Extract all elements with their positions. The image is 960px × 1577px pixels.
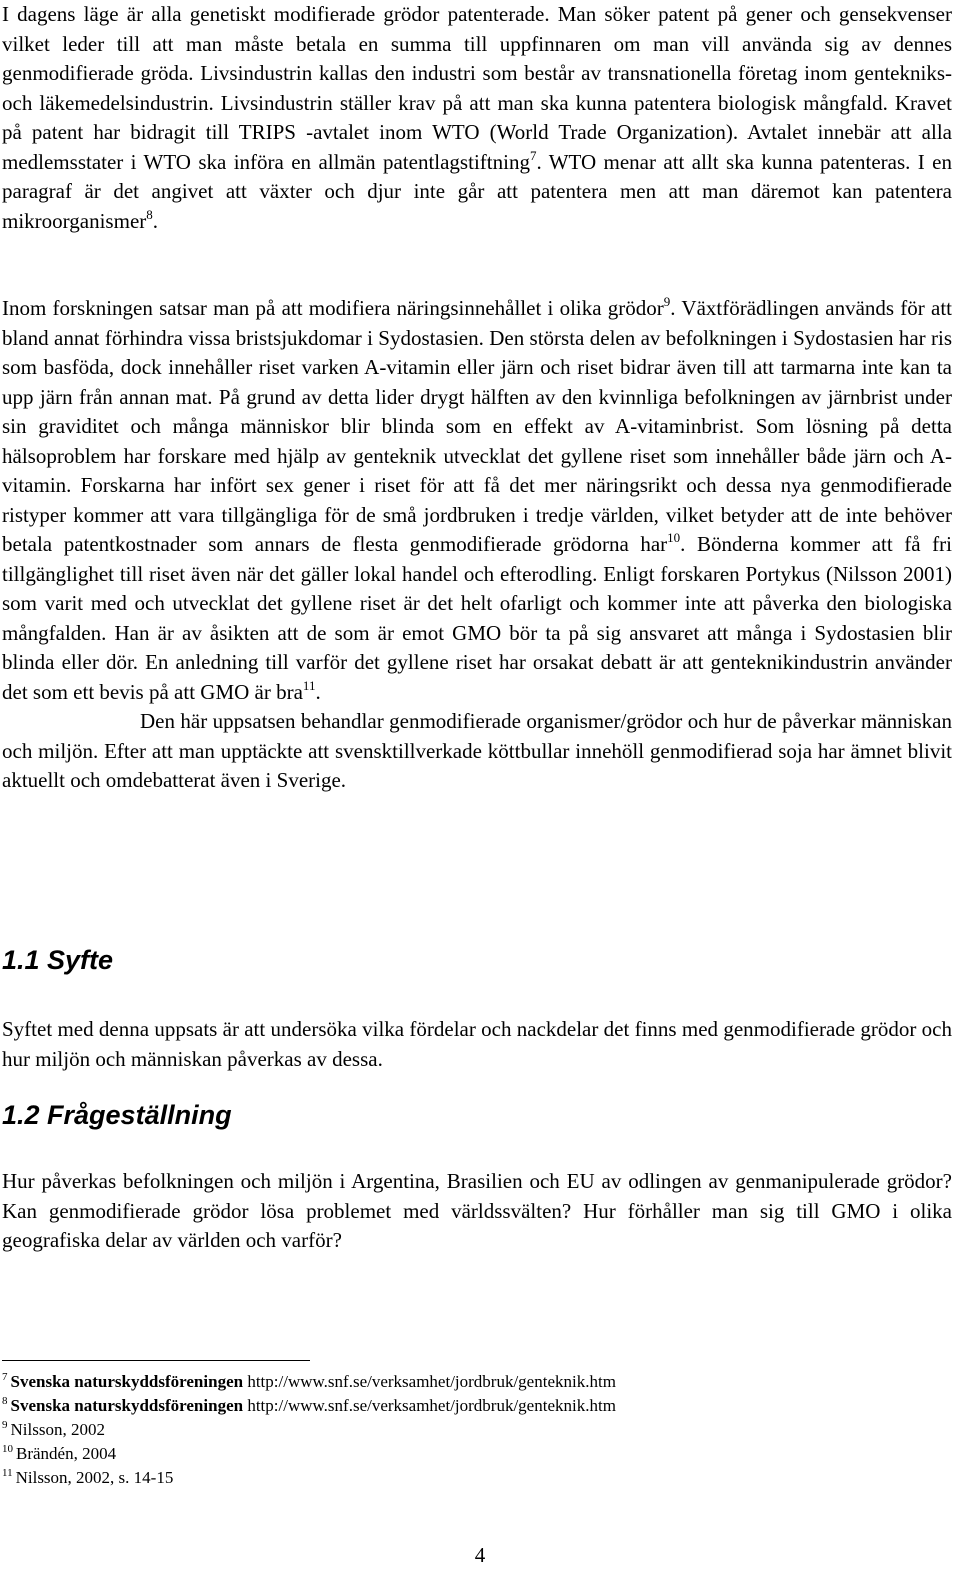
paragraph-syfte: Syftet med denna uppsats är att undersöka vilka fördelar och nackdelar det finns med genmodifierade grödor och hur miljön och människan påverkas av dessa. [2,1017,952,1071]
footnote-ref-11[interactable]: 11 [302,677,316,693]
paragraph-patents: I dagens läge är alla genetiskt modifierade grödor patenterade. Man söker patent på gener och gensekvenser vilket leder till att man måste betala en summa till uppfinnaren om man vill använda sig av dennes genmodifierade gröda. Livsindustrin kallas den industri som består av transnationella företag inom gentekniks- och läkemedelsindustrin. Livsindustrin ställer krav på att man ska kunna patentera biologisk mångfald. Kravet på patent har bidragit till TRIPS -avtalet inom WTO (World Trade Organization). Avtalet innebär att alla medlemsstater i WTO ska införa en allmän patentlagstiftning$^7$. WTO menar att allt ska kunna patenteras. I en paragraf är det angivet att växter och djur inte går att patentera men att man däremot kan patentera mikroorganismer$^8$. [2,2,952,233]
footnote-9: $^9$ Nilsson, 2002 [2,1419,105,1439]
footnote-ref-10[interactable]: 10 [667,530,681,545]
footnote-ref-7[interactable]: 7 [529,147,537,163]
footnote-11: $^{11}$ Nilsson, 2002, s. 14-15 [2,1467,174,1487]
footnotes [2,1370,952,1490]
paragraph-golden-rice: Inom forskningen satsar man på att modifiera näringsinnehållet i olika grödor$^9$. Växtförädlingen används för att bland annat förhindra vissa bristsjukdomar i Sydostasien. Den största delen av befolkningen i Sydostasien har ris som basföda, dock innehåller riset varken A-vitamin eller järn och riset bidrar även till att tarmarna inte kan ta upp järn från annan mat. På grund av detta lider drygt hälften av den kvinnliga befolkningen av järnbrist under sin graviditet och många människor blir blinda som en effekt av A-vitaminbrist. Som lösning på detta hälsoproblem har forskare med hjälp av genteknik utvecklat det gyllene riset som innehåller både järn och A-vitamin. Forskarna har infört sex gener i riset för att få det mer näringsrikt och dessa nya genmodifierade ristyper kommer att vara tillgängliga för de små jordbruken i tredje världen, vilket betyder att de inte behöver betala patentkostnader som annars de flesta genmodifierade grödorna har$^{10}$. Bönderna kommer att få fri tillgänglighet till riset även när det gäller lokal handel och efterodling. Enligt forskaren Portykus (Nilsson 2001) som varit med och utvecklat det gyllene riset är det helt ofarligt och kommer inte att påverka den biologiska mångfalden. Han är av åsikten att de som är emot GMO bör ta på sig ansvaret att många i Sydostasien blir blinda eller dör. En anledning till varför det gyllene riset har orsakat debatt är att genteknikindustrin använder det som ett bevis på att GMO är bra$^{11}$. Den här uppsatsen behandlar genmodifierade organismer/grödor och hur de påverkar människan och miljön. Efter att man upptäckte att svensktillverkade köttbullar innehöll genmodifierad soja har ämnet blivit aktuellt och omdebatterat även i Sverige. [2,294,953,792]
footnote-10: $^{10}$ Brändén, 2004 [2,1443,117,1463]
footnote-ref-8[interactable]: 8 [146,206,153,222]
heading-syfte: 1.1 Syfte [2,945,114,975]
footnote-separator [2,1360,310,1361]
footnote-ref-9[interactable]: 9 [663,294,671,309]
paragraph-fragestallning: Hur påverkas befolkningen och miljön i Argentina, Brasilien och EU av odlingen av genmanipulerade grödor? Kan genmodifierade grödor lösa problemet med världssvälten? Hur förhåller man sig till GMO i olika geografiska delar av världen och varför? [2,1169,952,1252]
footnote-7: $^7$ Svenska naturskyddsföreningen http://www.snf.se/verksamhet/jordbruk/genteknik.htm [2,1371,616,1391]
heading-fragestallning: 1.2 Frågeställning [2,1100,232,1130]
page-number: 4 [474,1543,486,1567]
footnote-8: $^8$ Svenska naturskyddsföreningen http://www.snf.se/verksamhet/jordbruk/genteknik.htm [2,1395,616,1415]
